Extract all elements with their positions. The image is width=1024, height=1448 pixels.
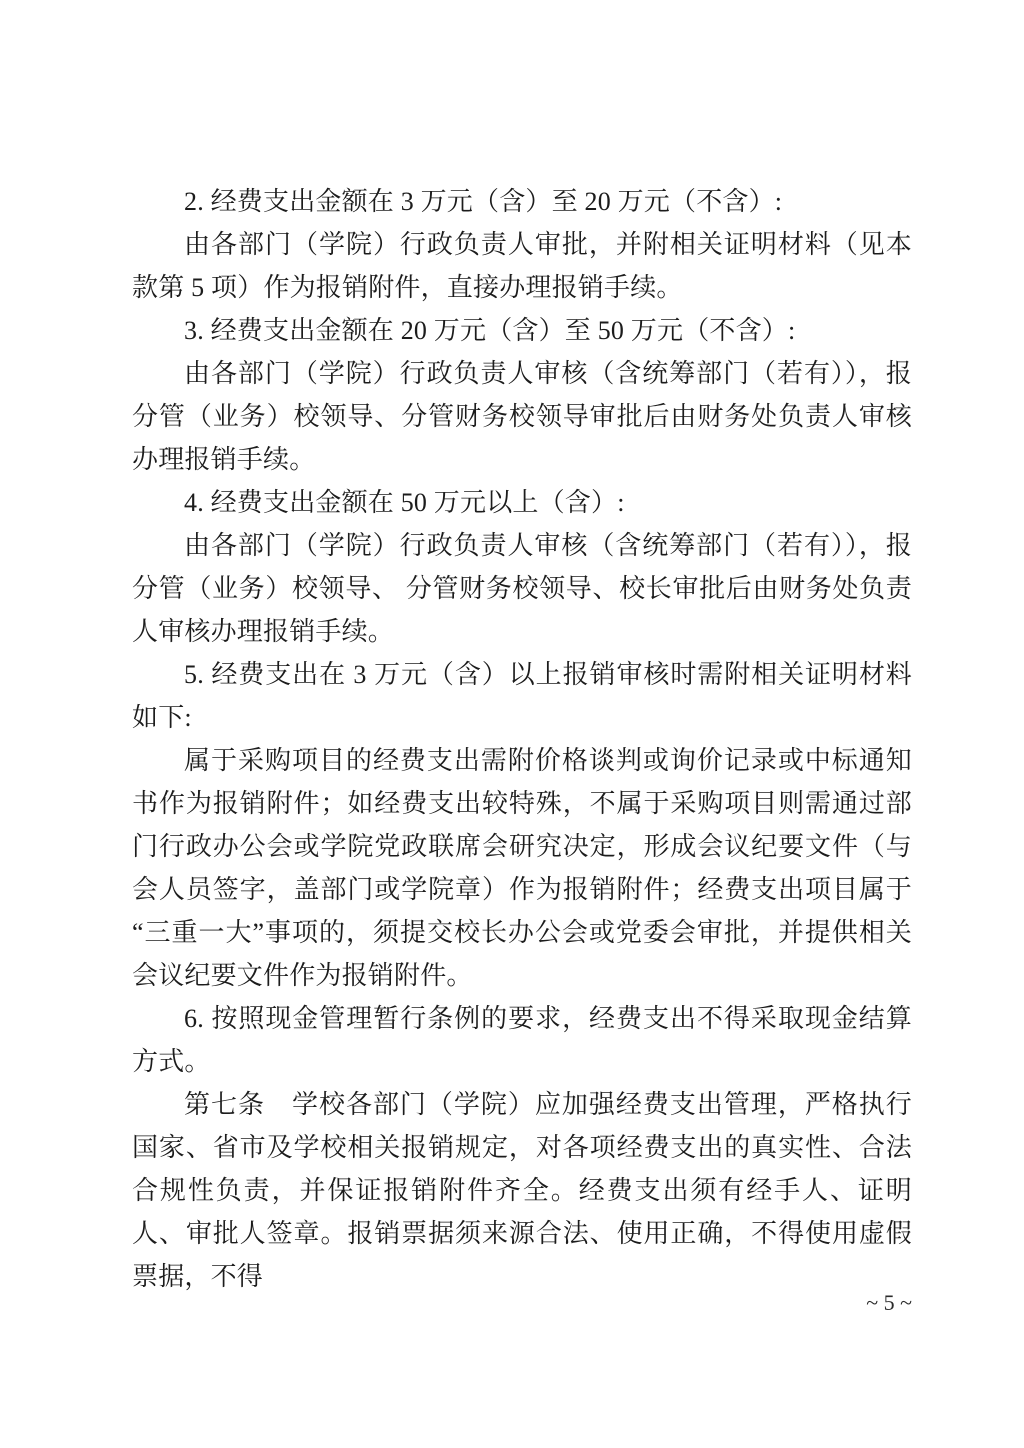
paragraph-item-5-heading: 5. 经费支出在 3 万元（含）以上报销审核时需附相关证明材料如下: [132, 660, 912, 732]
paragraph-item-2-body: 由各部门（学院）行政负责人审批，并附相关证明材料（见本款第 5 项）作为报销附件，直接办理报销手续。 [132, 230, 912, 302]
page-number: ~ 5 ~ [866, 1290, 912, 1315]
paragraph-item-5-body: 属于采购项目的经费支出需附价格谈判或询价记录或中标通知书作为报销附件；如经费支出较特殊，不属于采购项目则需通过部门行政办公会或学院党政联席会研究决定，形成会议纪要文件（与会人员签字，盖部门或学院章）作为报销附件；经费支出项目属于“三重一大”事项的，须提交校长办公会或党委会审批，并提供相关会议纪要文件作为报销附件。 [132, 746, 912, 990]
paragraph-item-4-body: 由各部门（学院）行政负责人审核（含统筹部门（若有）），报分管（业务）校领导、 分管财务校领导、校长审批后由财务处负责人审核办理报销手续。 [132, 531, 912, 646]
paragraph-article-7: 第七条 学校各部门（学院）应加强经费支出管理，严格执行国家、省市及学校相关报销规定，对各项经费支出的真实性、合法合规性负责，并保证报销附件齐全。经费支出须有经手人、证明人、审批人签章。报销票据须来源合法、使用正确，不得使用虚假票据，不得 [132, 1090, 912, 1291]
paragraph-item-3-heading: 3. 经费支出金额在 20 万元（含）至 50 万元（不含）: [184, 316, 796, 345]
paragraph-item-4-heading: 4. 经费支出金额在 50 万元以上（含）: [184, 488, 625, 517]
paragraph-item-2-heading: 2. 经费支出金额在 3 万元（含）至 20 万元（不含）: [184, 187, 783, 216]
paragraph-item-6: 6. 按照现金管理暂行条例的要求，经费支出不得采取现金结算方式。 [132, 1004, 912, 1076]
paragraph-item-3-body: 由各部门（学院）行政负责人审核（含统筹部门（若有）），报分管（业务）校领导、分管财务校领导审批后由财务处负责人审核办理报销手续。 [132, 359, 912, 474]
document-body [132, 180, 912, 1298]
